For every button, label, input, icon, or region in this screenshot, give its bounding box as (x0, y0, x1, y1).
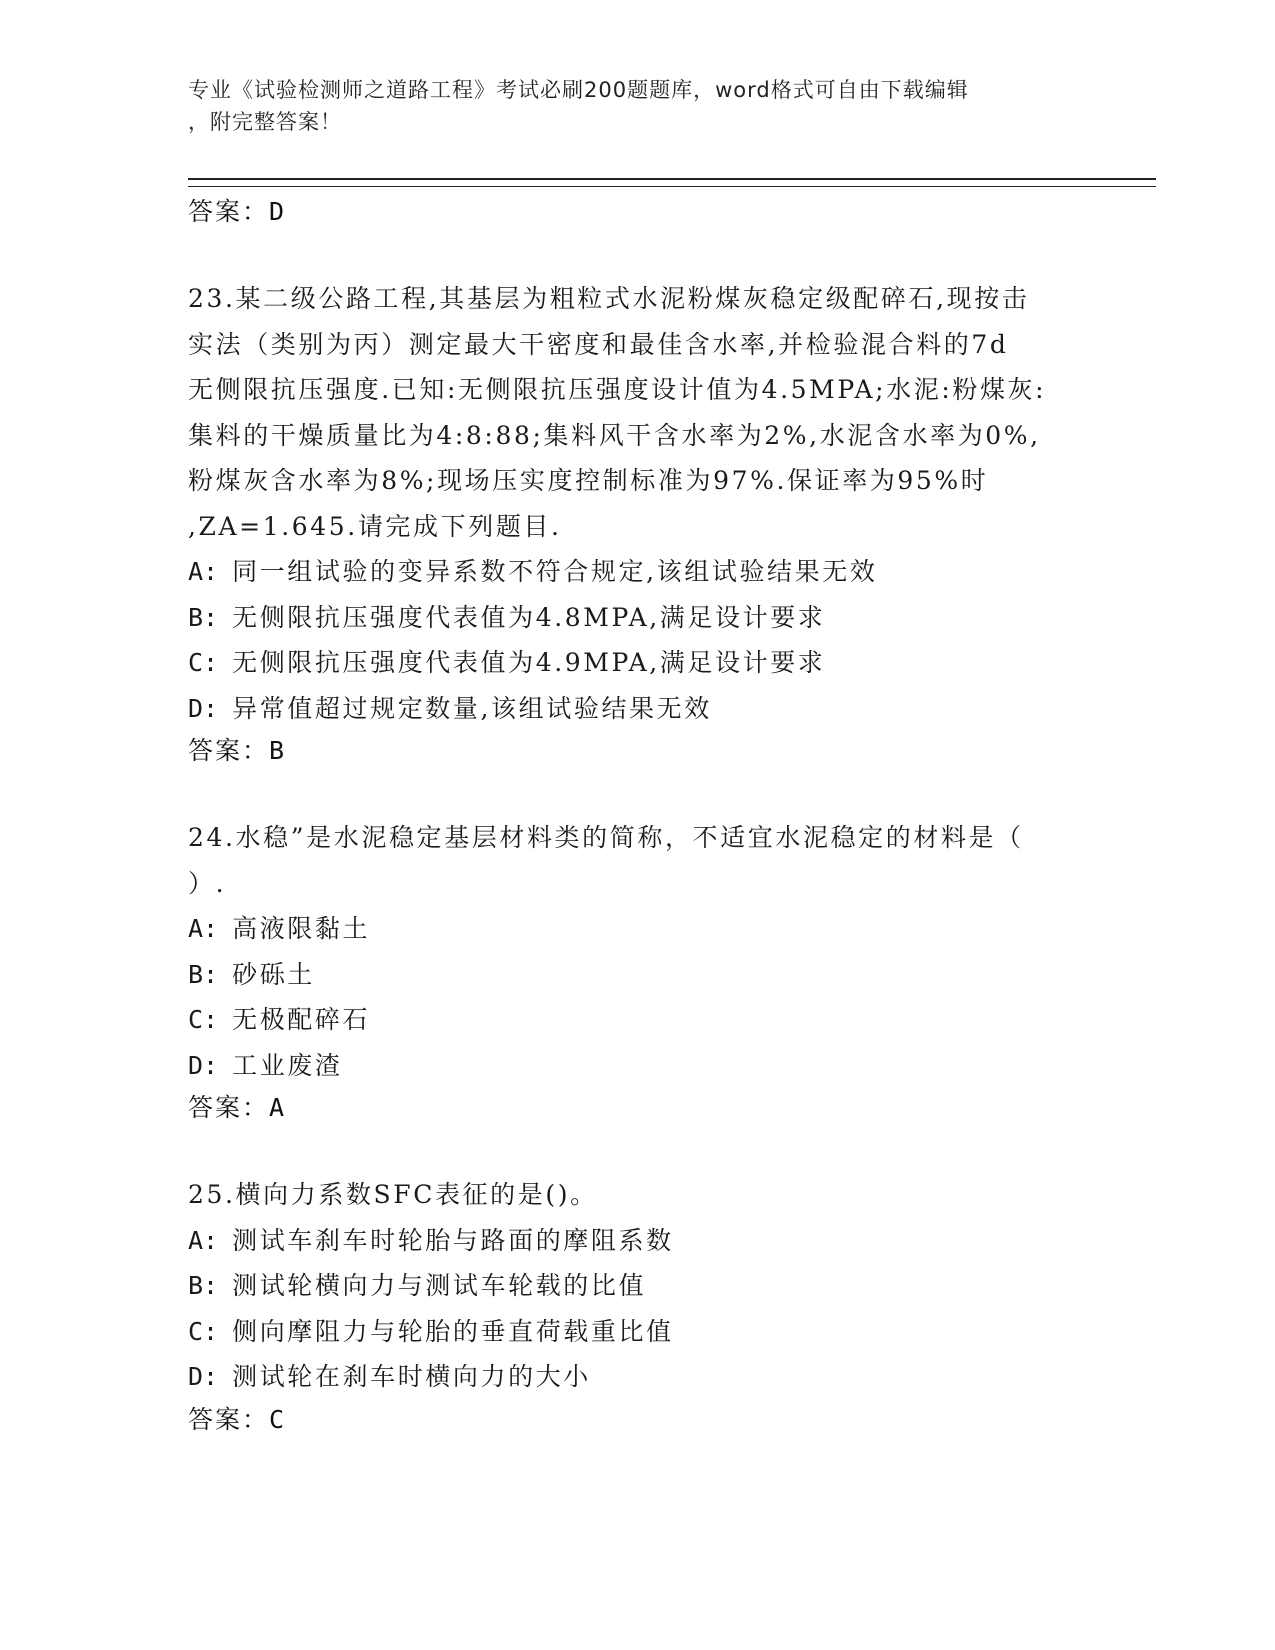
answer (188, 731, 1088, 771)
answer (188, 1088, 1088, 1128)
option-text: 工业废渣 (232, 1050, 343, 1080)
answer-value: C (269, 1404, 287, 1434)
answer (188, 1400, 1088, 1440)
stem-line: 集料的干燥质量比为4:8:88;集料风干含水率为2%,水泥含水率为0%, (188, 420, 1041, 450)
header-line-1: 专业《试验检测师之道路工程》考试必刷200题题库，word格式可自由下载编辑 (188, 78, 969, 102)
option-text: 侧向摩阻力与轮胎的垂直荷载重比值 (232, 1316, 674, 1346)
option-c (188, 997, 1088, 1043)
stem-line: 无侧限抗压强度.已知:无侧限抗压强度设计值为4.5MPA;水泥:粉煤灰: (188, 375, 1047, 404)
answer-label: 答案： (188, 197, 270, 226)
question-stem (188, 815, 1088, 906)
option-d (188, 1043, 1088, 1089)
answer-label: 答案： (188, 736, 270, 765)
option-text: 测试轮横向力与测试车轮载的比值 (232, 1271, 647, 1300)
option-letter: A: (188, 914, 219, 943)
option-text: 无侧限抗压强度代表值为4.8MPA,满足设计要求 (232, 602, 826, 632)
option-letter: B: (188, 602, 219, 632)
question-23 (188, 276, 1088, 771)
stem-line: ,ZA=1.645.请完成下列题目. (188, 511, 562, 541)
option-text: 高液限黏土 (232, 914, 371, 943)
option-d (188, 686, 1088, 732)
option-letter: A: (188, 557, 219, 586)
option-d (188, 1354, 1088, 1400)
option-text: 测试轮在刹车时横向力的大小 (232, 1362, 591, 1391)
option-text: 无侧限抗压强度代表值为4.9MPA,满足设计要求 (232, 648, 826, 677)
option-text: 测试车刹车时轮胎与路面的摩阻系数 (232, 1225, 674, 1255)
option-letter: C: (188, 1005, 219, 1034)
question-24 (188, 815, 1088, 1128)
option-c (188, 1309, 1088, 1355)
stem-line: ）. (188, 868, 227, 898)
header-line-2: ，附完整答案！ (188, 110, 342, 134)
answer-value: B (269, 736, 287, 765)
option-letter: C: (188, 1316, 219, 1346)
option-letter: D: (188, 1050, 219, 1080)
option-letter: C: (188, 648, 219, 677)
stem-line: 23.某二级公路工程,其基层为粗粒式水泥粉煤灰稳定级配碎石,现按击 (188, 284, 1030, 313)
answer-label: 答案： (188, 1093, 270, 1122)
question-stem (188, 276, 1088, 549)
header-divider (188, 178, 1156, 187)
stem-line: 24.水稳”是水泥稳定基层材料类的简称，不适宜水泥稳定的材料是（ (188, 823, 1024, 852)
option-letter: B: (188, 1271, 219, 1300)
stem-line: 25.横向力系数SFC表征的是()。 (188, 1180, 598, 1209)
option-b (188, 595, 1088, 641)
stem-line: 实法（类别为丙）测定最大干密度和最佳含水率,并检验混合料的7d (188, 329, 1009, 359)
option-a (188, 1218, 1088, 1264)
option-c (188, 640, 1088, 686)
question-25 (188, 1172, 1088, 1440)
stem-line: 粉煤灰含水率为8%;现场压实度控制标准为97%.保证率为95%时 (188, 466, 989, 495)
document-body (188, 192, 1088, 1440)
option-text: 异常值超过规定数量,该组试验结果无效 (232, 693, 712, 723)
option-letter: B: (188, 959, 219, 989)
option-b (188, 952, 1088, 998)
answer-value: A (269, 1093, 287, 1122)
page-header (188, 74, 1088, 138)
option-text: 砂砾土 (232, 959, 315, 989)
previous-answer (188, 192, 1088, 232)
question-stem (188, 1172, 1088, 1218)
answer-value: D (269, 197, 287, 226)
option-letter: D: (188, 693, 219, 723)
option-a (188, 549, 1088, 595)
option-a (188, 906, 1088, 952)
option-letter: D: (188, 1362, 219, 1391)
option-b (188, 1263, 1088, 1309)
option-text: 同一组试验的变异系数不符合规定,该组试验结果无效 (232, 557, 878, 586)
answer-label: 答案： (188, 1404, 270, 1434)
option-text: 无极配碎石 (232, 1005, 371, 1034)
option-letter: A: (188, 1225, 219, 1255)
